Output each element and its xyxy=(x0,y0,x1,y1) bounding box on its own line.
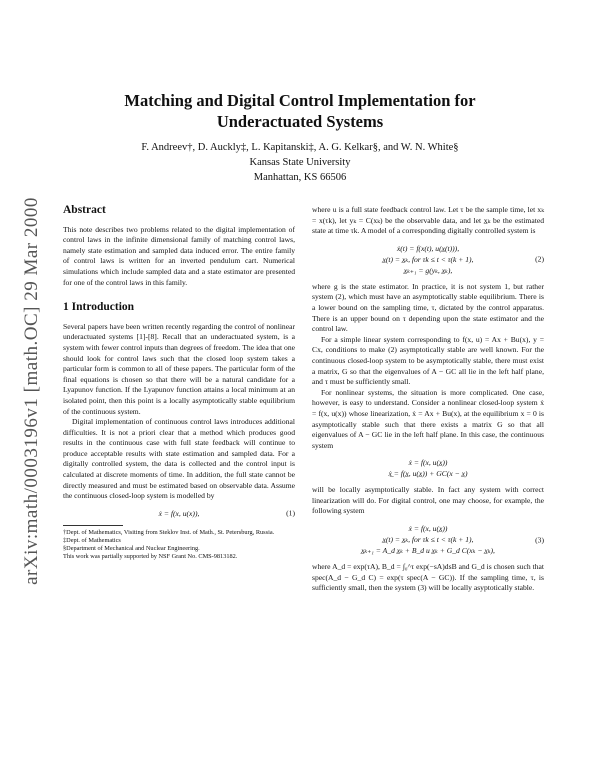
intro-heading: 1 Introduction xyxy=(63,301,135,314)
equation-2 xyxy=(312,243,544,276)
equation-mid-line-1: ẋ = f(x, u(x̲)) xyxy=(408,458,448,468)
author-block xyxy=(60,140,540,185)
right-column xyxy=(312,205,544,594)
abstract-heading: Abstract xyxy=(63,204,106,216)
equation-3-line-2: x̲(t) = x̲ₖ, for τk ≤ t < τ(k + 1), xyxy=(382,535,474,545)
location: Manhattan, KS 66506 xyxy=(253,172,347,183)
equation-1 xyxy=(63,508,295,519)
equation-2-line-2: x̲(t) = x̲ₖ, for τk ≤ t < τ(k + 1), xyxy=(382,254,474,264)
abstract-text: This note describes two problems related to the digital implementation of control laws in the infinite dimensional family of matching control laws, namely state estimation and sampled data induced error. The entire family of control laws is written for an inverted pendulum cart. Numerical simulations which include sampled data and a state estimator are presented for one of the control laws in this family. xyxy=(63,224,295,287)
authors: F. Andreev†, D. Auckly‡, L. Kapitanski‡, A. G. Kelkar§, and W. N. White§ xyxy=(141,142,459,153)
equation-3 xyxy=(312,523,544,556)
footnote-dagger: †Dept. of Mathematics, Visiting from Steklov Inst. of Math., St. Petersburg, Russia. xyxy=(63,528,275,536)
equation-1-body: ẋ = f(x, u(x)), xyxy=(158,508,200,518)
footnotes xyxy=(63,529,295,562)
right-paragraph-6: where A_d = exp(τA), B_d = ∫₀^τ exp(−sA)dsB and G_d is chosen such that spec(A_d − G_d C) = exp(τ spec(A − GC)). If the sampling time, τ, is sufficiently small, then the system (3) will be locally asyptotically stable. xyxy=(312,562,544,593)
title-line-2: Underactuated Systems xyxy=(216,112,384,131)
equation-3-number: (3) xyxy=(535,535,544,545)
right-paragraph-3: For a simple linear system corresponding to f(x, u) = Ax + Bu(x), y = Cx, conditions to make (2) asymptotically stable are well known. For the continuous closed-loop system to be asymptotically stable, there must exist a matrix, G so that the eigenvalues of A − GC all lie in the left half plane, and τ must be sufficiently small. xyxy=(312,334,544,387)
equation-2-line-1: ẋ(t) = f(x(t), u(x̲(t))), xyxy=(396,243,460,253)
equation-mid-line-2: ẋ̲ = f(x̲, u(x̲)) + GC(x − x̲) xyxy=(388,469,468,479)
right-paragraph-5: will be locally asymptotically stable. In fact any system with correct linearization will do. For digital control, one may choose, for example, the following system xyxy=(312,485,544,516)
intro-paragraph-2: Digital implementation of continuous control laws introduces additional difficulties. It is not a priori clear that a method which produces good results in the continuous case with full state feedback will continue to produce acceptable results with state estimation and sampled data. For a digitally controlled system, the data is collected and the control input is calculated at discrete moments of time. In addition, the full state cannot be directly measured and must be estimated based on observable data. Assume the continuous closed-loop system is modelled by xyxy=(63,417,295,501)
equation-3-line-1: ẋ = f(x, u(x̲)) xyxy=(408,524,448,534)
intro-paragraph-1: Several papers have been written recently regarding the control of nonlinear underactuated systems [1]-[8]. Recall that an underactuated system, is a system with fewer control inputs than degrees of freedom. The idea that one should look for control laws such that the closed loop system takes a particular form is common to all of these papers. The particular form of the final equations is chosen so that there will be a natural candidate for a Lyapunov function. If the Lyapunov function attains a local minimum at an isolated point, then this point is a locally asymptotically stable equilibrium of the continuous system. xyxy=(63,321,295,416)
arxiv-side-stamp: arXiv:math/0003196v1 [math.OC] 29 Mar 2000 xyxy=(21,197,42,585)
equation-2-number: (2) xyxy=(535,254,544,264)
equation-2-line-3: x̲ₖ₊₁ = g(yₖ, x̲ₖ), xyxy=(403,265,453,275)
equation-1-number: (1) xyxy=(286,508,295,518)
right-paragraph-4: For nonlinear systems, the situation is more complicated. One case, however, is easy to understand. Consider a nonlinear closed-loop system ẋ = f(x, u(x)) whose linearization, ẋ = Ax + Bu(x), at the equilibrium x = 0 is asymptotically stable such that there exists a matrix G so that all eigenvalues of A − GC lie in the left half plane. In this case, the continuous system xyxy=(312,387,544,450)
affiliation: Kansas State University xyxy=(249,157,351,168)
paper-title xyxy=(60,90,540,132)
footnote-ddagger: ‡Dept. of Mathematics xyxy=(63,537,121,545)
title-line-1: Matching and Digital Control Implementation for xyxy=(124,91,476,110)
equation-3-line-3: x̲ₖ₊₁ = A_d x̲ₖ + B_d u x̲ₖ + G_d C(xₖ − x̲ₖ), xyxy=(361,546,495,556)
left-column xyxy=(63,205,295,562)
right-paragraph-2: where g is the state estimator. In practice, it is not system 1, but rather system (2), which must have an asymptotically stable equilibrium. There is a lower bound on the sampling time, τ, dictated by the control apparatus. There is an upper bound on τ depending upon the state estimator and the control law. xyxy=(312,281,544,334)
footnote-rule xyxy=(63,525,123,526)
footnote-section: §Department of Mechanical and Nuclear Engineering. xyxy=(63,545,200,553)
footnote-grant: This work was partially supported by NSF Grant No. CMS-9813182. xyxy=(63,553,238,561)
right-paragraph-1: where u is a full state feedback control law. Let τ be the sample time, let xₖ = x(τk), let yₖ = C(xₖ) be the observable data, and let x̲ₖ be the estimated state at time τk. A model of a corresponding digitally controlled system is xyxy=(312,205,544,236)
equation-mid xyxy=(312,457,544,479)
